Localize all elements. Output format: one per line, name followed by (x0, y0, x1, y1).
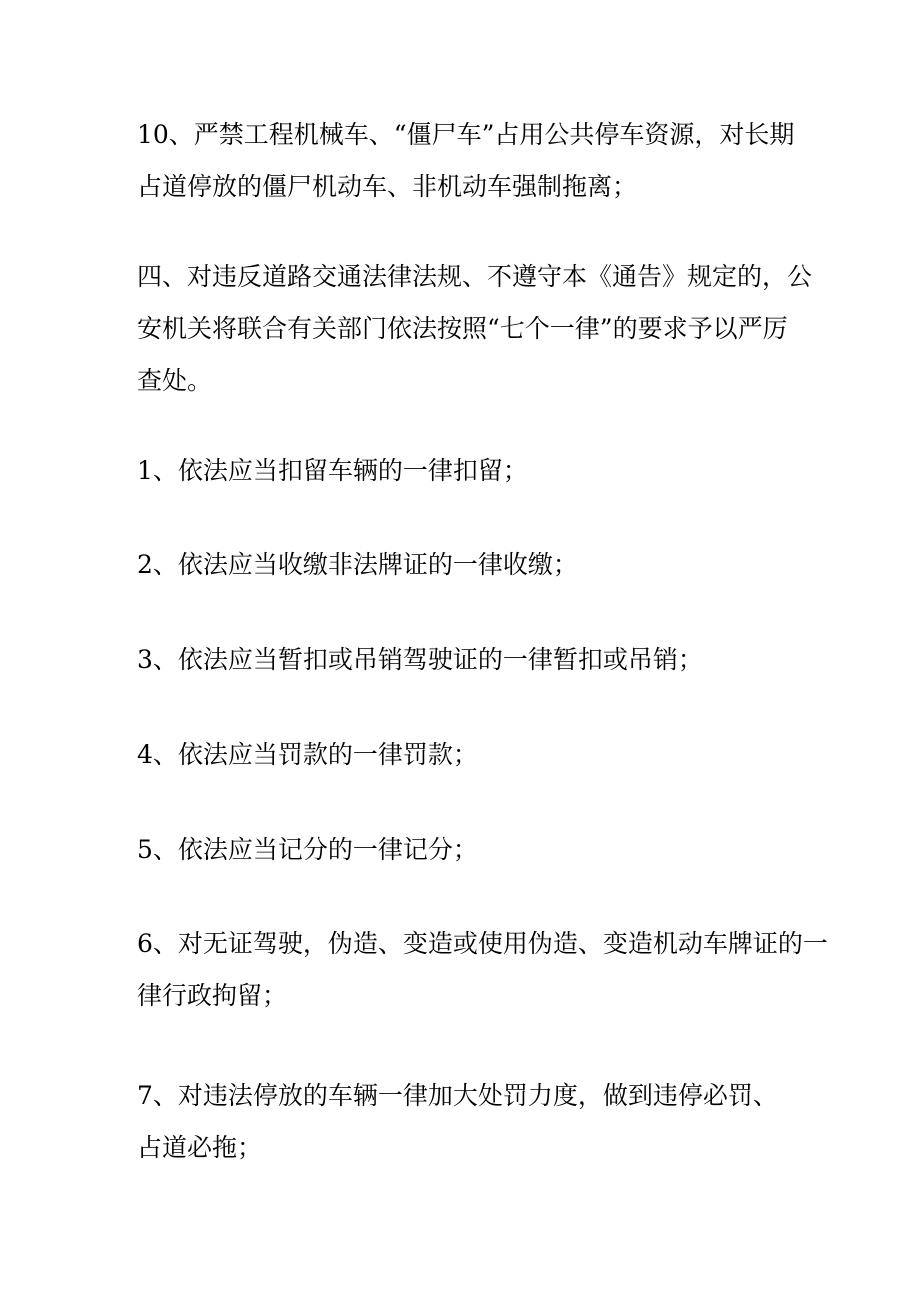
paragraph-rule-3 (137, 634, 787, 686)
paragraph-line: 6、对无证驾驶，伪造、变造或使用伪造、变造机动车牌证的一 (137, 929, 828, 958)
paragraph-item-10 (137, 109, 795, 213)
paragraph-line: 3、依法应当暂扣或吊销驾驶证的一律暂扣或吊销； (137, 645, 703, 674)
paragraph-line: 查处。 (137, 366, 213, 395)
paragraph-rule-6 (137, 918, 828, 1022)
paragraph-line: 占道必拖； (137, 1133, 263, 1162)
paragraph-line: 安机关将联合有关部门依法按照“七个一律”的要求予以严厉 (137, 314, 788, 343)
paragraph-rule-1 (137, 445, 787, 497)
paragraph-line: 5、依法应当记分的一律记分； (137, 835, 478, 864)
paragraph-rule-7 (137, 1070, 787, 1174)
paragraph-line: 四、对违反道路交通法律法规、不遵守本《通告》规定的，公 (137, 262, 813, 291)
paragraph-rule-4 (137, 729, 787, 781)
paragraph-rule-2 (137, 539, 787, 591)
paragraph-line: 律行政拘留； (137, 981, 288, 1010)
paragraph-line: 1、依法应当扣留车辆的一律扣留； (137, 456, 528, 485)
paragraph-section-four (137, 251, 813, 407)
paragraph-line: 占道停放的僵尸机动车、非机动车强制拖离； (137, 172, 638, 201)
paragraph-line: 2、依法应当收缴非法牌证的一律收缴； (137, 550, 578, 579)
paragraph-line: 10、严禁工程机械车、“僵尸车”占用公共停车资源，对长期 (137, 120, 795, 149)
paragraph-line: 7、对违法停放的车辆一律加大处罚力度，做到违停必罚、 (137, 1081, 778, 1110)
paragraph-line: 4、依法应当罚款的一律罚款； (137, 740, 478, 769)
paragraph-rule-5 (137, 824, 787, 876)
